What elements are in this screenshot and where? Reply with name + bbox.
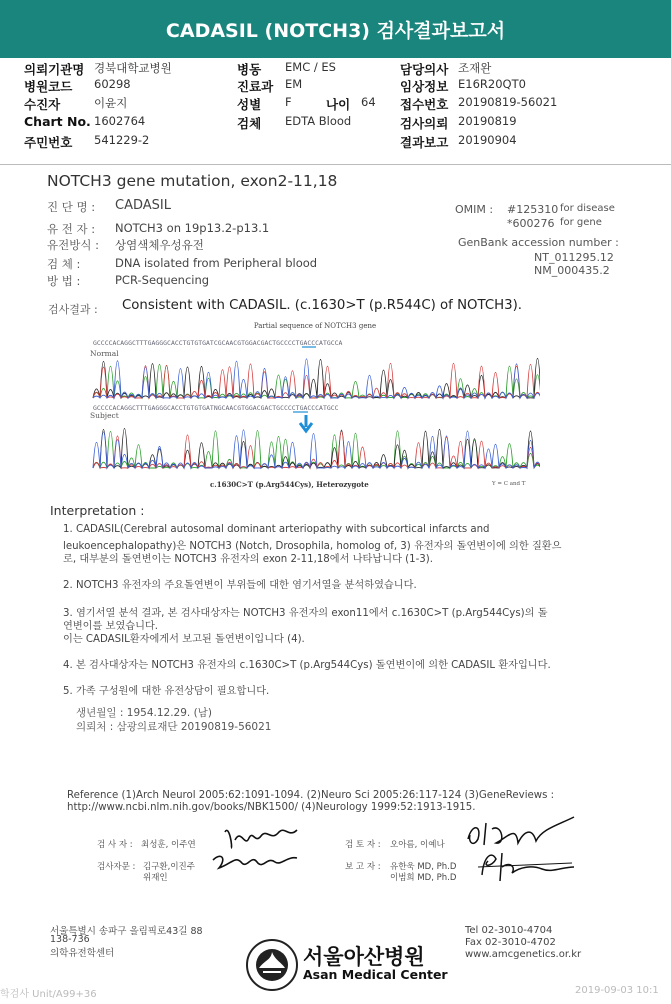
bottom-left-stamp: 학검사 Unit/A99+36 <box>0 989 97 1000</box>
field-label-3: 검 체 : <box>47 257 81 271</box>
col1-value-0: 경북대학교병원 <box>94 61 172 75</box>
footer-fax: Fax 02-3010-4702 <box>465 937 556 948</box>
col1-label-3: Chart No. <box>24 114 91 129</box>
report-title-bar <box>0 0 671 58</box>
normal-label: Normal <box>90 349 119 358</box>
reviewer-label: 검 토 자 : <box>345 840 381 850</box>
interpretation-line-0: 1. CADASIL(Cerebral autosomal dominant arteriopathy with subcortical infarcts and <box>63 524 490 535</box>
omim-label: OMIM : <box>455 203 494 216</box>
normal-sequence: GCCCCACAGGCTTTGAGGGCACCTGTGTGATCGCAACGTGGACGACTGCCCCTGACCCATGCCA <box>93 339 343 347</box>
col3-label-3: 검사의뢰 <box>400 116 449 131</box>
interpretation-line-7: 4. 본 검사대상자는 NOTCH3 유전자의 c.1630C>T (p.Arg544Cys) 돌연변이에 의한 CADASIL 환자입니다. <box>63 660 551 671</box>
field-label-4: 방 법 : <box>47 274 81 288</box>
col1-label-4: 주민번호 <box>24 135 73 150</box>
tester-names: 최성훈, 이주연 <box>141 840 196 850</box>
col2-label-3: 검체 <box>237 116 262 131</box>
field-value-3: DNA isolated from Peripheral blood <box>115 256 318 270</box>
field-value-1: NOTCH3 on 19p13.2-p13.1 <box>115 221 270 235</box>
col3-label-2: 접수번호 <box>400 97 449 112</box>
genbank-label: GenBank accession number : <box>458 236 619 249</box>
figure-caption-bottom: c.1630C>T (p.Arg544Cys), Heterozygote <box>210 480 369 489</box>
birth-date-line: 생년월일 : 1954.12.29. (남) <box>76 707 212 719</box>
genbank-nm: NM_000435.2 <box>534 264 610 277</box>
result-label: 검사결과 : <box>48 303 98 316</box>
footer-address-1: 서울특별시 송파구 올림픽로43길 88 <box>50 926 203 937</box>
col3-value-1: E16R20QT0 <box>458 77 526 91</box>
tester-signature <box>205 818 305 888</box>
col3-label-4: 결과보고 <box>400 135 449 150</box>
col1-value-2: 이윤지 <box>94 96 128 110</box>
field-value-2: 상염색체우성유전 <box>115 238 204 252</box>
sequence-figure <box>90 320 540 495</box>
footer-address-2: 138-736 <box>50 934 90 945</box>
referral-line: 의뢰처 : 삼광의료재단 20190819-56021 <box>76 721 272 733</box>
reviewer-signature <box>462 815 582 885</box>
col1-label-2: 수진자 <box>24 97 61 112</box>
report-title: CADASIL (NOTCH3) 검사결과보고서 <box>165 20 506 42</box>
interpretation-line-6: 이는 CADASIL환자에게서 보고된 돌연변이입니다 (4). <box>63 634 305 645</box>
field-label-0: 진 단 명 : <box>47 200 96 214</box>
col2-value-1: EM <box>285 77 303 91</box>
tester-label: 검 사 자 : <box>97 840 133 850</box>
subject-sequence: GCCCCACAGGCTTTGAGGGCACCTGTGTGATNGCAACGTGGACGACTGCCCCTGACCCATGCC <box>93 404 339 412</box>
genbank-nt: NT_011295.12 <box>534 251 614 264</box>
responsible-names-1: 김구환,이진주 <box>143 862 195 872</box>
col3-value-4: 20190904 <box>458 133 517 147</box>
interpretation-line-2: 로, 대부분의 돌연변이는 NOTCH3 유전자의 exon 2-11,18에서 나타납니다 (1-3). <box>63 554 433 565</box>
col2-value-2: F <box>285 95 292 109</box>
hospital-name-english: Asan Medical Center <box>303 967 448 982</box>
interpretation-line-4: 3. 염기서열 분석 결과, 본 검사대상자는 NOTCH3 유전자의 exon11에서 c.1630C>T (p.Arg544Cys)의 돌 <box>63 608 548 619</box>
chromatogram-traces <box>90 320 540 480</box>
mutation-arrow-icon <box>300 415 312 431</box>
col1-label-0: 의뢰기관명 <box>24 62 85 77</box>
header-divider <box>0 164 671 165</box>
field-label-1: 유 전 자 : <box>47 222 96 236</box>
footer-address-3: 의학유전학센터 <box>50 948 115 959</box>
interpretation-label: Interpretation : <box>50 503 145 518</box>
reference-line-2: http://www.ncbi.nlm.nih.gov/books/NBK1500/ (4)Neurology 1999:52:1913-1915. <box>67 802 476 813</box>
col1-value-3: 1602764 <box>94 114 146 128</box>
omim-disease-note: for disease <box>560 203 615 214</box>
col3-value-0: 조재완 <box>458 61 492 75</box>
figure-caption-top: Partial sequence of NOTCH3 gene <box>253 322 377 330</box>
result-value: Consistent with CADASIL. (c.1630>T (p.R544C) of NOTCH3). <box>122 298 522 313</box>
col2-label-0: 병동 <box>237 62 262 77</box>
reporter-label: 보 고 자 : <box>345 862 381 872</box>
col1-value-1: 60298 <box>94 77 131 91</box>
report-heading: NOTCH3 gene mutation, exon2-11,18 <box>47 172 338 190</box>
col3-label-0: 담당의사 <box>400 62 449 77</box>
reviewer-names: 오아름, 이예나 <box>390 840 445 850</box>
interpretation-line-5: 연변이를 보였습니다. <box>63 621 159 632</box>
col2-label-1: 진료과 <box>237 79 274 94</box>
bottom-right-timestamp: 2019-09-03 10:1 <box>575 985 659 996</box>
omim-gene-note: for gene <box>560 217 602 228</box>
reporter-names-1: 유한욱 MD, Ph.D <box>390 862 457 872</box>
reporter-names-2: 이범희 MD, Ph.D <box>390 873 457 883</box>
col2-label-2: 성별 <box>237 97 262 112</box>
age-value: 64 <box>361 95 376 109</box>
reference-line-1: Reference (1)Arch Neurol 2005:62:1091-1094. (2)Neuro Sci 2005:26:117-124 (3)GeneReviews : <box>67 790 555 801</box>
field-label-2: 유전방식 : <box>47 238 99 252</box>
hospital-name-korean: 서울아산병원 <box>303 945 425 969</box>
trace-78-1 <box>93 358 540 398</box>
footer-website: www.amcgenetics.or.kr <box>465 949 582 960</box>
responsible-names-2: 위재인 <box>143 873 168 883</box>
col2-value-3: EDTA Blood <box>285 114 352 128</box>
col2-value-0: EMC / ES <box>285 60 336 74</box>
col3-value-3: 20190819 <box>458 114 517 128</box>
interpretation-line-1: leukoencephalopathy)은 NOTCH3 (Notch, Drosophila, homolog of, 3) 유전자의 돌연변이에 의한 질환으 <box>63 541 562 552</box>
interpretation-line-3: 2. NOTCH3 유전자의 주요돌연변이 부위들에 대한 염기서열을 분석하였습니다. <box>63 580 417 591</box>
col3-label-1: 임상정보 <box>400 79 449 94</box>
footer-tel: Tel 02-3010-4704 <box>465 925 553 936</box>
subject-label: Subject <box>90 411 119 420</box>
interpretation-line-8: 5. 가족 구성원에 대한 유전상담이 필요합니다. <box>63 686 270 697</box>
field-value-4: PCR-Sequencing <box>115 273 210 287</box>
age-label: 나이 <box>326 97 351 112</box>
responsible-label: 검사자문 : <box>97 862 136 872</box>
col1-value-4: 541229-2 <box>94 133 150 147</box>
col3-value-2: 20190819-56021 <box>458 95 558 109</box>
figure-caption-note: Y = C and T <box>492 481 526 487</box>
asan-foundation-logo <box>245 938 299 992</box>
omim-disease-id: #125310 <box>507 203 559 216</box>
field-value-0: CADASIL <box>115 198 171 213</box>
col1-label-1: 병원코드 <box>24 79 73 94</box>
omim-gene-id: *600276 <box>507 217 555 230</box>
